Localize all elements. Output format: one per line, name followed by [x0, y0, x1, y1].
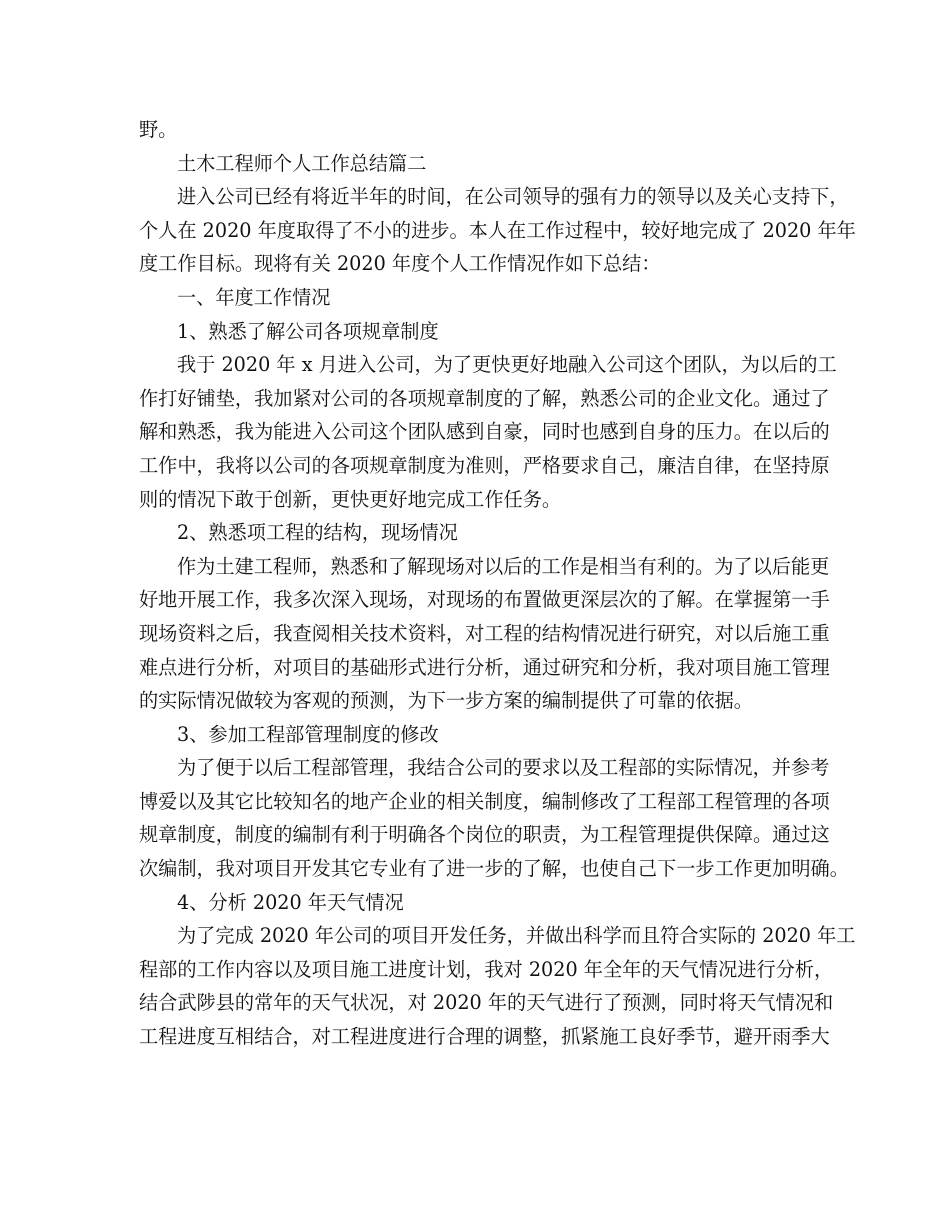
text-line: 的实际情况做较为客观的预测，为下一步方案的编制提供了可靠的依据。 — [139, 689, 753, 713]
text-line: 为了便于以后工程部管理，我结合公司的要求以及工程部的实际情况，并参考 — [177, 756, 830, 780]
text-line: 好地开展工作，我多次深入现场，对现场的布置做更深层次的了解。在掌握第一手 — [139, 588, 830, 612]
text-line: 现场资料之后，我查阅相关技术资料，对工程的结构情况进行研究，对以后施工重 — [139, 621, 830, 645]
text-line: 工作中，我将以公司的各项规章制度为准则，严格要求自己，廉洁自律，在坚持原 — [139, 453, 830, 477]
subheading: 3、参加工程部管理制度的修改 — [177, 722, 439, 746]
subheading: 2、熟悉项工程的结构，现场情况 — [177, 521, 458, 545]
heading: 一、年度工作情况 — [177, 285, 331, 309]
text-line: 则的情况下敢于创新，更快更好地完成工作任务。 — [139, 487, 562, 511]
text-line: 结合武陟县的常年的天气状况，对 2020 年的天气进行了预测，同时将天气情况和 — [139, 991, 834, 1015]
text-line: 度工作目标。现将有关 2020 年度个人工作情况作如下总结： — [139, 252, 661, 276]
text-line: 工程进度互相结合，对工程进度进行合理的调整，抓紧施工良好季节，避开雨季大 — [139, 1025, 830, 1049]
text-line: 规章制度，制度的编制有利于明确各个岗位的职责，为工程管理提供保障。通过这 — [139, 823, 830, 847]
text-line: 个人在 2020 年度取得了不小的进步。本人在工作过程中，较好地完成了 2020 年年 — [139, 218, 856, 242]
section-title: 土木工程师个人工作总结篇二 — [177, 151, 427, 175]
subheading: 4、分析 2020 年天气情况 — [177, 890, 404, 914]
text-line: 解和熟悉，我为能进入公司这个团队感到自豪，同时也感到自身的压力。在以后的 — [139, 420, 830, 444]
subheading: 1、熟悉了解公司各项规章制度 — [177, 319, 439, 343]
text-line: 博爱以及其它比较知名的地产企业的相关制度，编制修改了工程部工程管理的各项 — [139, 789, 830, 813]
text-line: 作为土建工程师，熟悉和了解现场对以后的工作是相当有利的。为了以后能更 — [177, 554, 830, 578]
text-line: 难点进行分析，对项目的基础形式进行分析，通过研究和分析，我对项目施工管理 — [139, 655, 830, 679]
text-line: 次编制，我对项目开发其它专业有了进一步的了解，也使自己下一步工作更加明确。 — [139, 857, 849, 881]
text-line: 野。 — [139, 118, 178, 141]
text-line: 进入公司已经有将近半年的时间，在公司领导的强有力的领导以及关心支持下， — [177, 185, 849, 209]
text-line: 程部的工作内容以及项目施工进度计划，我对 2020 年全年的天气情况进行分析， — [139, 957, 834, 981]
text-line: 作打好铺垫，我加紧对公司的各项规章制度的了解，熟悉公司的企业文化。通过了 — [139, 386, 830, 410]
text-line: 我于 2020 年 x 月进入公司，为了更快更好地融入公司这个团队，为以后的工 — [177, 353, 837, 377]
text-line: 为了完成 2020 年公司的项目开发任务，并做出科学而且符合实际的 2020 年工 — [177, 924, 856, 948]
document-page — [139, 113, 856, 1054]
